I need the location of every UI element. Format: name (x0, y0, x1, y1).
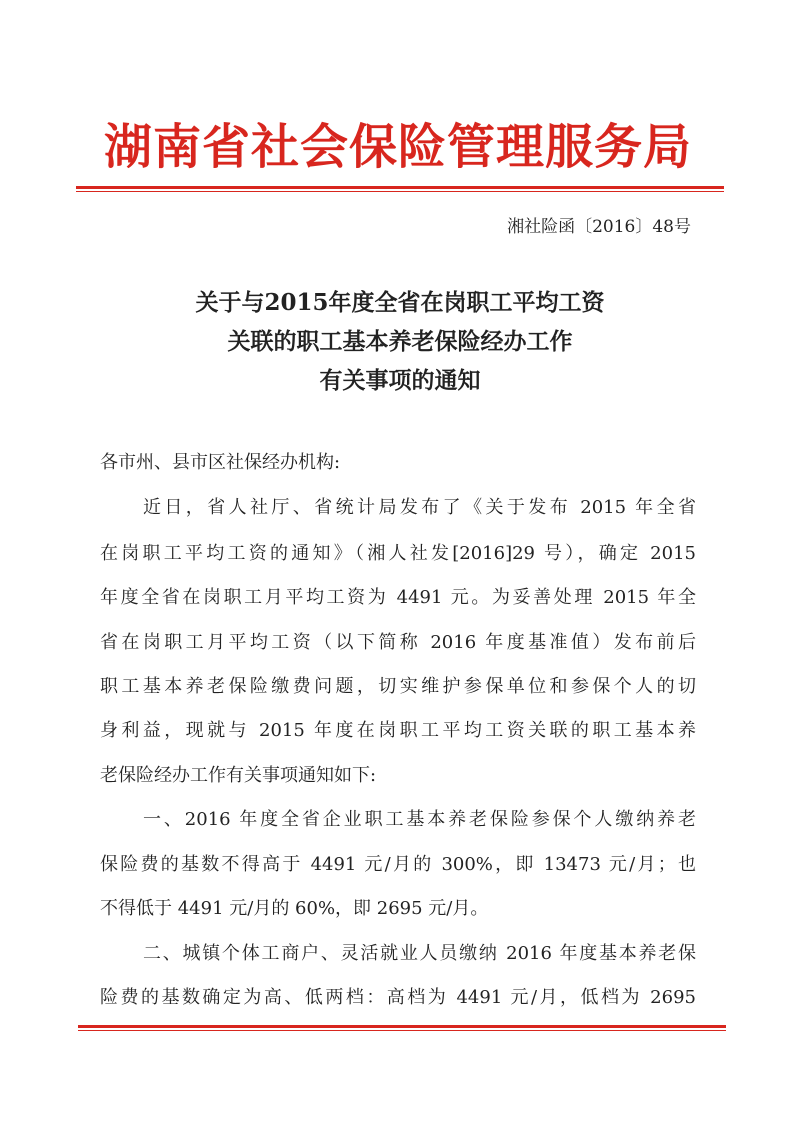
organization-letterhead: 湖南省社会保险管理服务局 (103, 119, 692, 175)
document-title (80, 283, 720, 400)
footer-red-rule (78, 1025, 726, 1028)
title-line: 关于与2015年度全省在岗职工平均工资 (195, 289, 605, 316)
footer-red-rule-thin (78, 1030, 726, 1031)
salutation: 各市州、县市区社保经办机构: (100, 452, 341, 473)
paragraph-line: 保险费的基数不得高于 4491 元/月的 300%，即 13473 元/月；也 (100, 854, 696, 875)
paragraph-line: 近日，省人社厅、省统计局发布了《关于发布 2015 年全省 (143, 497, 696, 518)
title-line: 关联的职工基本养老保险经办工作 (227, 328, 573, 355)
title-line: 有关事项的通知 (319, 367, 481, 394)
paragraph-line: 身利益，现就与 2015 年度在岗职工平均工资关联的职工基本养 (100, 720, 696, 741)
letterhead-red-rule (76, 186, 724, 189)
paragraph-line: 在岗职工平均工资的通知》（湘人社发[2016]29 号），确定 2015 (100, 543, 696, 564)
letterhead-red-rule-thin (76, 191, 724, 192)
paragraph-line: 老保险经办工作有关事项通知如下: (100, 765, 377, 786)
paragraph-line: 不得低于 4491 元/月的 60%，即 2695 元/月。 (100, 898, 489, 919)
paragraph-line: 二、城镇个体工商户、灵活就业人员缴纳 2016 年度基本养老保 (143, 943, 696, 964)
paragraph-line: 省在岗职工月平均工资（以下简称 2016 年度基准值）发布前后 (100, 632, 696, 653)
paragraph-line: 险费的基数确定为高、低两档：高档为 4491 元/月，低档为 2695 (100, 987, 696, 1008)
paragraph-line: 一、2016 年度全省企业职工基本养老保险参保个人缴纳养老 (143, 809, 696, 830)
paragraph-line: 年度全省在岗职工月平均工资为 4491 元。为妥善处理 2015 年全 (100, 587, 696, 608)
paragraph-line: 职工基本养老保险缴费问题，切实维护参保单位和参保个人的切 (100, 676, 696, 697)
document-number: 湘社险函〔2016〕48号 (507, 217, 691, 237)
